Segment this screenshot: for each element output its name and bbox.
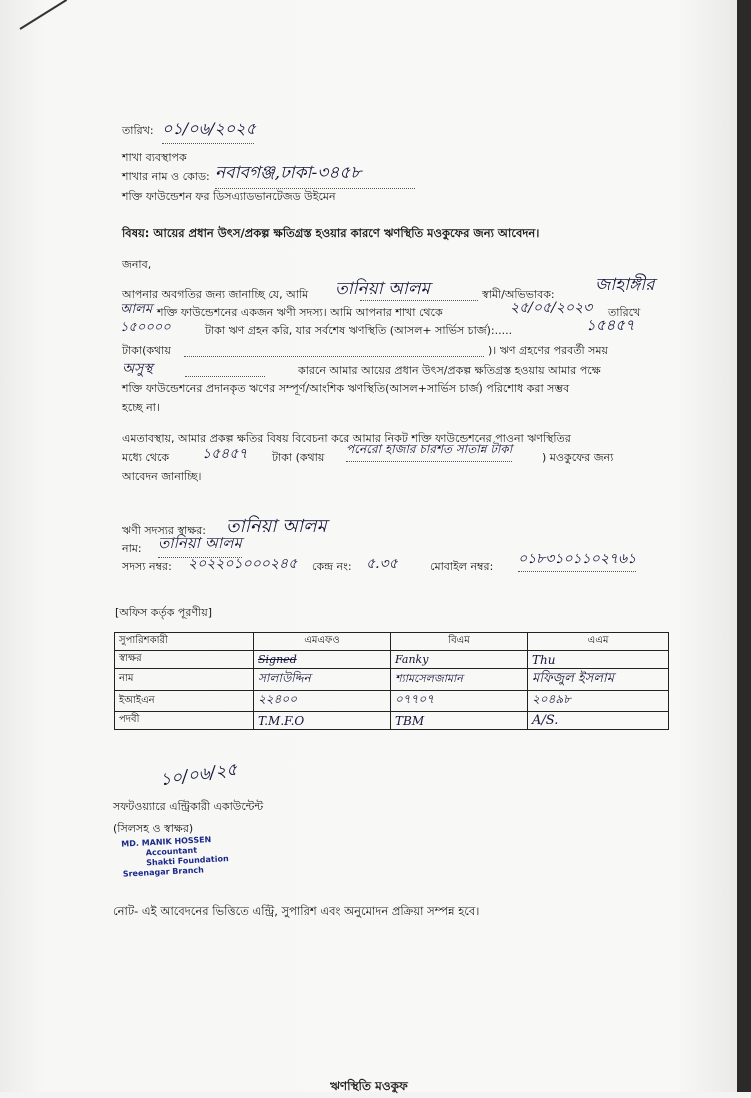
bm-name: শ্যামসেলজামান — [391, 669, 528, 691]
stamp-org: Shakti Foundation — [146, 854, 229, 868]
bm-designation: TBM — [391, 712, 528, 730]
am-name: মফিজুল ইসলাম — [528, 669, 669, 691]
col-am: এএম — [528, 633, 669, 651]
stamp-branch: Sreenagar Branch — [122, 865, 205, 879]
kendra-value: ৫.৩৫ — [366, 556, 398, 572]
entry-accountant-label: সফটওয়্যারে এন্ট্রিকারী একাউন্টেন্ট — [113, 800, 264, 813]
member-name-value: তানিয়া আলম — [158, 532, 242, 558]
stamp-title: Accountant — [145, 845, 198, 858]
col-bm: বিএম — [391, 633, 528, 651]
page-edge — [737, 0, 751, 1092]
row-label-designation: পদবী — [115, 712, 254, 730]
office-table-header — [115, 633, 669, 651]
para1-member: শক্তি ফাউন্ডেশনের একজন ঋণী সদস্য। আমি আপনার শাখা থেকে — [157, 306, 443, 319]
office-table — [114, 632, 669, 730]
seal-label: (সিলসহ ও স্বাক্ষর) — [113, 822, 194, 835]
table-row — [115, 712, 669, 730]
branch-value: নবাবগঞ্জ,ঢাকা-৩৪৫৮ — [215, 160, 415, 189]
date-value: ০১/০৬/২০২৫ — [162, 116, 254, 144]
waiver-words-value: পনেরো হাজার চারশত সাতান্ন টাকা — [346, 441, 512, 462]
guardian-value-cont: আলম — [120, 302, 153, 317]
accountant-sign-date: ১০/০৬/২৫ — [158, 759, 239, 791]
organization-line: শক্তি ফাউন্ডেশন ফর ডিসএ্যাডভানটেজড উইমেন — [122, 190, 336, 203]
accountant-stamp — [121, 832, 263, 879]
mobile-label: মোবাইল নম্বর: — [430, 560, 494, 573]
office-heading: [অফিস কর্তৃক পূরণীয়] — [115, 606, 212, 619]
para2-intro: এমতাবস্থায়, আমার প্রকল্প ক্ষতির বিষয় বিবেচনা করে আমার নিকট শক্তি ফাউন্ডেশনের পাওনা ঋণস্থিতির — [122, 432, 571, 445]
member-signature-label: ঋণী সদস্যর স্বাক্ষর: — [122, 524, 206, 537]
table-row — [115, 691, 669, 712]
guardian-value: জাহাঙ্গীর — [595, 275, 655, 295]
row-label-name: নাম — [115, 669, 254, 691]
para1-balance-label: টাকা ঋণ গ্রহন করি, যার সর্বশেষ ঋণস্থিতি (আসল+ সার্ভিস চার্জ):..... — [205, 324, 513, 337]
member-number-value: ২০২২০১০০০২৪৫ — [188, 556, 298, 572]
mfo-ein: ২২৪০০ — [254, 691, 391, 712]
salutation: জনাব, — [122, 258, 152, 271]
bm-ein: ০৭৭০৭ — [391, 691, 528, 712]
subject-line: বিষয়: আয়ের প্রধান উৎস/প্রকল্প ক্ষতিগ্রস্ত হওয়ার কারণে ঋণস্থিতি মওকুফের জন্য আবেদন। — [122, 226, 540, 240]
para2-waiver: ) মওকুফের জন্য — [542, 451, 614, 464]
date-suffix: তারিখে — [608, 306, 641, 319]
para1-reason-text: কারনে আমার আয়ের প্রধান উৎস/প্রকল্প ক্ষতিগ্রস্ত হওয়ায় আমার পক্ষে — [298, 364, 601, 377]
loan-date-value: ২৫/০৫/২০২৩ — [510, 300, 593, 316]
para2-taka: টাকা (কথায় — [272, 451, 325, 464]
para1-end: হচ্ছে না। — [122, 401, 160, 414]
am-ein: ২০৪৯৮ — [528, 691, 669, 712]
branch-label: শাখার নাম ও কোড: — [122, 170, 210, 183]
member-name-label: নাম: — [122, 542, 142, 555]
guardian-label: স্বামী/অভিভাবক: — [482, 288, 555, 301]
am-signature: Thu — [528, 651, 669, 669]
mfo-signature: Signed — [254, 651, 391, 669]
para1-after-loan: )। ঋণ গ্রহণের পরবর্তী সময় — [488, 344, 608, 357]
table-row — [115, 651, 669, 669]
para1-repayment: শক্তি ফাউন্ডেশনের প্রদানকৃত ঋণের সম্পূর্ণ/আংশিক ঋণস্থিতি(আসল+সার্ভিস চার্জ) পরিশোধ করা সম্ভব — [122, 382, 570, 395]
mfo-name: সালাউদ্দিন — [254, 669, 391, 691]
mobile-value: ০১৮৩১০১১০২৭৬১ — [518, 547, 636, 572]
stamp-name: MD. MANIK HOSSEN — [121, 834, 212, 849]
applicant-name-handwritten: তানিয়া আলম — [335, 279, 430, 299]
member-signature: তানিয়া আলম — [226, 516, 327, 537]
am-designation: A/S. — [528, 712, 669, 730]
mfo-designation: T.M.F.O — [254, 712, 391, 730]
in-words-dotline — [184, 344, 484, 357]
waiver-amount-value: ১৫৪৫৭ — [202, 446, 248, 462]
pencil-stroke — [19, 0, 67, 30]
name-dotline — [360, 288, 478, 301]
col-mfo: এমএফও — [254, 633, 391, 651]
para2-from: মধ্যে থেকে — [122, 451, 170, 464]
row-label-signature: স্বাক্ষর — [115, 651, 254, 669]
para2-end: আবেদন জানাচ্ছি। — [122, 470, 202, 483]
member-number-label: সদস্য নম্বর: — [122, 560, 172, 573]
loan-amount-value: ১৫০০০০ — [120, 320, 171, 335]
footer-note: নোট- এই আবেদনের ভিত্তিতে এন্ট্রি, সুপারিশ এবং অনুমোদন প্রক্রিয়া সম্পন্ন হবে। — [113, 904, 480, 918]
date-label: তারিখ: — [122, 124, 154, 137]
col-recommender: সুপারিশকারী — [115, 633, 254, 651]
addressee: শাখা ব্যবস্থাপক — [122, 151, 187, 164]
table-row — [115, 669, 669, 691]
balance-value: ১৫৪৫৭ — [586, 316, 635, 334]
row-label-ein: ইআইএন — [115, 691, 254, 712]
para1-intro: আপনার অবগতির জন্য জানাচ্ছি যে, আমি — [122, 288, 309, 301]
reason-value: অসুস্থ — [122, 361, 153, 377]
reason-dotline — [185, 364, 265, 377]
bm-signature: Fanky — [391, 651, 528, 669]
in-words-label: টাকা(কথায় — [122, 344, 171, 357]
kendra-label: কেন্দ্র নং: — [312, 560, 352, 573]
next-page-fragment: ঋণস্থিতি মওকুফ — [330, 1079, 408, 1093]
